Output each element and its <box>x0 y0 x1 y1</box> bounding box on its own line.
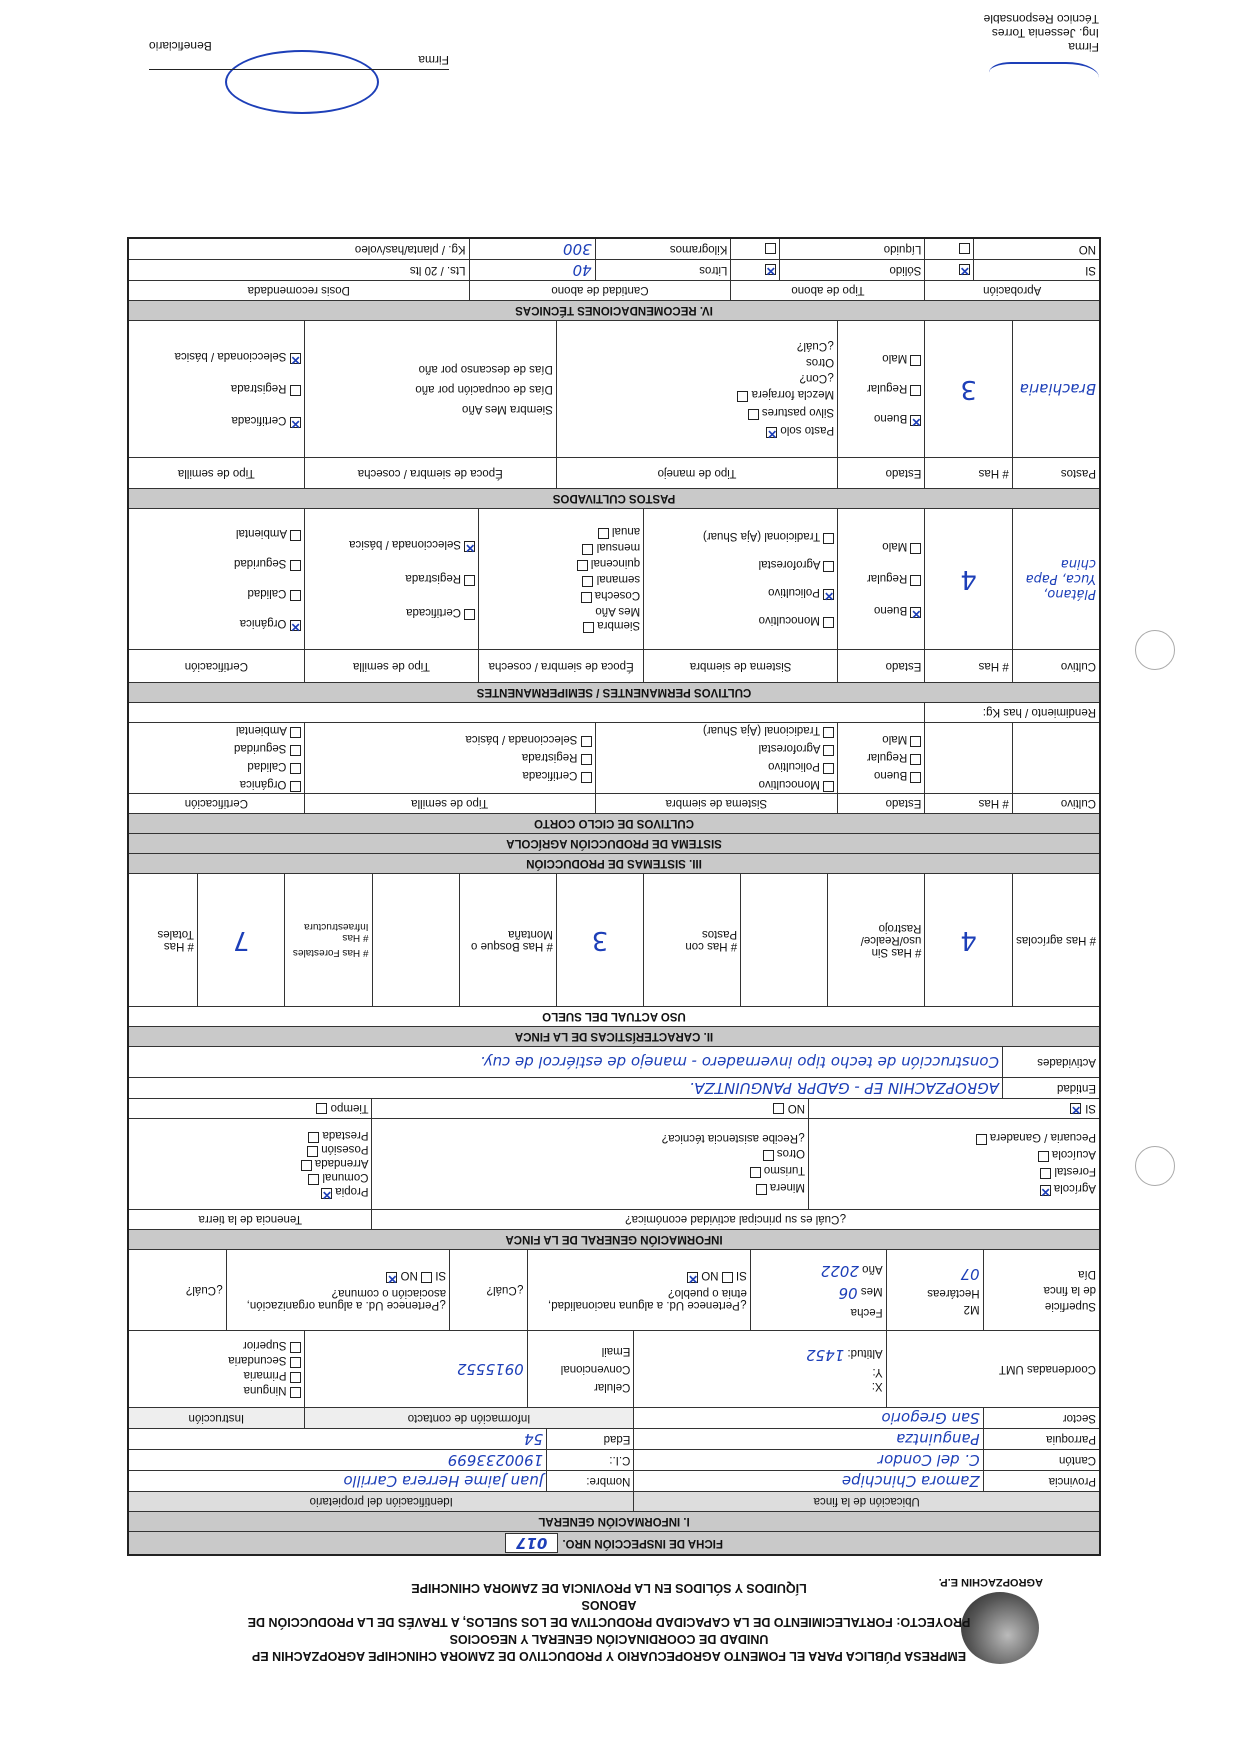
pasto-regular-checkbox[interactable] <box>910 385 921 396</box>
mezcla-checkbox[interactable] <box>737 391 748 402</box>
tecnico-signature: Firma Ing. Jessenia Torres Técnico Responsable <box>984 12 1099 114</box>
has-agricolas-value[interactable]: 4 <box>924 874 1011 1006</box>
dia-field[interactable]: 07 <box>960 1265 980 1283</box>
aprobacion-si-checkbox[interactable] <box>959 265 970 276</box>
document-header: EMPRESA PÚBLICA PARA EL FOMENTO AGROPECUARIO Y PRODUCTIVO DE ZAMORA CHINCHIPE AGROPZACHIN EP UNIDAD DE COORDINACIÓN GENERAL Y NEGOCIOS PROYECTO: FORTALECIMIENTO DE LA CAPACIDAD PRODUCTIVA DE LOS SUELOS, A TRAVÉS DE LA PRODUCCIÓN DE ABONOS LÍQUIDOS Y SÓLIDOS EN LA PROVINCIA DE ZAMORA CHINCHIPE <box>247 1581 971 1663</box>
kilogramos-field[interactable]: 300 <box>469 239 595 259</box>
ninguna-checkbox[interactable] <box>290 1388 301 1399</box>
altitud-field[interactable]: 1452 <box>806 1346 845 1364</box>
cc-registrada-checkbox[interactable] <box>581 754 592 765</box>
propia-checkbox[interactable] <box>321 1188 332 1199</box>
entidad-field[interactable]: AGROPZACHIN EP - GADPR PANGUINTZA. <box>689 1079 999 1097</box>
etnia-si-checkbox[interactable] <box>722 1272 733 1283</box>
perm-agroforestal-checkbox[interactable] <box>823 561 834 572</box>
logo-text: AGROPZACHIN E.P. <box>938 1576 1043 1588</box>
pasto-solo-checkbox[interactable] <box>766 427 777 438</box>
ficha-row: FICHA DE INSPECCIÓN NRO. 017 <box>129 1531 1099 1554</box>
perm-certificada-checkbox[interactable] <box>464 609 475 620</box>
perm-registrada-checkbox[interactable] <box>464 575 475 586</box>
anio-field[interactable]: 2022 <box>820 1262 859 1280</box>
silvo-checkbox[interactable] <box>748 409 759 420</box>
etnia-no-checkbox[interactable] <box>687 1272 698 1283</box>
cc-seguridad-checkbox[interactable] <box>290 745 301 756</box>
perm-bueno-checkbox[interactable] <box>910 607 921 618</box>
perm-ambiental-checkbox[interactable] <box>290 530 301 541</box>
celular-field[interactable]: 0915552 <box>456 1360 524 1378</box>
tecnico-signature-scribble <box>989 62 1099 114</box>
pasto-certificada-checkbox[interactable] <box>290 417 301 428</box>
org-si-checkbox[interactable] <box>421 1272 432 1283</box>
superior-checkbox[interactable] <box>290 1343 301 1354</box>
perm-policultivo-checkbox[interactable] <box>823 589 834 600</box>
aprobacion-no-checkbox[interactable] <box>959 244 970 255</box>
has-totales-value[interactable]: 7 <box>197 874 284 1006</box>
perm-tradicional-checkbox[interactable] <box>823 533 834 544</box>
perm-has-field[interactable]: 4 <box>924 509 1011 649</box>
asistencia-no-checkbox[interactable] <box>773 1103 784 1114</box>
perm-organica-checkbox[interactable] <box>290 620 301 631</box>
ci-field[interactable]: 1900233699 <box>447 1451 544 1469</box>
minera-checkbox[interactable] <box>756 1185 767 1196</box>
cc-seleccionada-checkbox[interactable] <box>581 736 592 747</box>
prestada-checkbox[interactable] <box>308 1132 319 1143</box>
inspection-form: FICHA DE INSPECCIÓN NRO. 017 I. INFORMACIÓN GENERAL Ubicación de la finca Identificación del propietario Provincia Zamora Chinchipe Nombre: Juan Jaime Herrera Carrillo Cantón C. del Condor C.I.: 1900233699 Parroquia Panguintza Edad 54 Sector San Gregorio Información de contacto Instrucción Coordenadas UMT X: Y: Altitud: 1452 Celular Convencional Email 0915552 Ninguna Primaria Secundaria Superior Superficie de la finca Día M2 Hectáreas 07 Fecha Mes 06 Año 2022 ¿Pertenece Ud. a alguna nacionalidad, etnia o pueblo? SI NO ✕ ¿Cuál? ¿Pertenece Ud. a alguna organización, asociación o comuna? SI NO ✕ ¿Cuál? INFORMACIÓN GENERAL DE LA FINCA ¿Cuál es su principal actividad económica? Tenencia de la tierra Agrícola ✕ Forestal Acuícola Pecuaria / Ganadera Minera Turismo Otros ¿Recibe asistencia técnica? Propia ✕ Comunal Arrendada Posesión Prestada SI ✕ NO Tiempo Entidad AGROPZACHIN EP - GADPR PANGUINTZA. Actividades Construcción de techo tipo invernadero - manejo de estiércol de cuy. II. CARACTERÍSTICAS DE LA FINCA USO ACTUAL DEL SUELO # Has agrícolas 4 # Has Sin uso/Realce/ Rastrojo # Has con Pastos 3 # Has Bosque o Montaña # Has Forestales # Has Infraestructura 7 # Has Totales III. SISTEMAS DE PRODUCCIÓN SISTEMA DE PRODUCCIÓN AGRÍCOLA CULTIVOS DE CICLO CORTO Cultivo # Has Estado Sistema de siembra Tipo de semilla Certificación Bueno Regular Malo Monocultivo Policultivo Agroforestal Tradicional (Aja Shuar) Certificada Registrada Seleccionada / básica Orgánica Calidad Seguridad Ambiental Rendimiento / has Kg: CULTIVOS PERMANENTES / SEMIPERMANENTES Cultivo # Has Estado Sistema de siembra Época de siembra / cosecha Tipo de semilla Certificación Plátano, Yuca, Papa china 4 ✕ Bueno Regular Malo Monocultivo ✕ Policultivo Agroforestal Tradicional (Aja Shuar) Siembra Mes Año Cosecha semanal quincenal mensual anual Certificada Registrada ✕ Seleccionada / básica ✕ Orgánica Calidad Seguridad Ambiental PASTOS CULTIVADOS Pastos # Has Estado Tipo de manejo Época de siembra / cosecha Tipo de semilla Brachiaria 3 ✕ Bueno Regular Malo Pasto solo ✕ Silvo pastures Mezcla forrajera ¿Con? Otros ¿Cuál? Siembra Mes Año Días de ocupación por año Días de descanso por año ✕ Certificada Registrada ✕ Seleccionada / básica IV. RECOMENDACIONES TÉCNICAS Aprobación Tipo de abono Cantidad de abono Dosis recomendada SI ✕ Sólido ✕ Litros 40 Lts. / 20 lts NO Líquido Kilogramos 300 Kg. / planta/has/voleo <box>127 237 1101 1556</box>
cc-monocultivo-checkbox[interactable] <box>823 781 834 792</box>
pasto-registrada-checkbox[interactable] <box>290 385 301 396</box>
cc-calidad-checkbox[interactable] <box>290 763 301 774</box>
pasto-bueno-checkbox[interactable] <box>910 415 921 426</box>
cc-regular-checkbox[interactable] <box>910 754 921 765</box>
parroquia-field[interactable]: Panguintza <box>633 1429 982 1449</box>
pasto-field[interactable]: Brachiaria <box>1012 321 1099 457</box>
section-title: I. INFORMACIÓN GENERAL <box>129 1512 1099 1531</box>
cc-certificada-checkbox[interactable] <box>581 772 592 783</box>
sector-field[interactable]: San Gregorio <box>633 1408 982 1428</box>
forestal-checkbox[interactable] <box>1040 1169 1051 1180</box>
turismo-checkbox[interactable] <box>750 1168 761 1179</box>
perm-quincenal-checkbox[interactable] <box>577 560 588 571</box>
punch-hole <box>1135 630 1175 670</box>
cc-malo-checkbox[interactable] <box>910 736 921 747</box>
perm-calidad-checkbox[interactable] <box>290 590 301 601</box>
agricola-checkbox[interactable] <box>1040 1186 1051 1197</box>
otros-checkbox[interactable] <box>763 1151 774 1162</box>
org-no-checkbox[interactable] <box>386 1272 397 1283</box>
arrendada-checkbox[interactable] <box>301 1160 312 1171</box>
nombre-field[interactable]: Juan Jaime Herrera Carrillo <box>343 1472 544 1490</box>
cc-policultivo-checkbox[interactable] <box>823 763 834 774</box>
pasto-has-field[interactable]: 3 <box>924 321 1011 457</box>
punch-hole <box>1135 1146 1175 1186</box>
liquido-checkbox[interactable] <box>765 244 776 255</box>
tiempo-checkbox[interactable] <box>316 1103 327 1114</box>
acuicola-checkbox[interactable] <box>1038 1152 1049 1163</box>
perm-monocultivo-checkbox[interactable] <box>823 617 834 628</box>
pecuaria-checkbox[interactable] <box>976 1135 987 1146</box>
cc-organica-checkbox[interactable] <box>290 781 301 792</box>
pasto-seleccionada-checkbox[interactable] <box>290 353 301 364</box>
provincia-field[interactable]: Zamora Chinchipe <box>633 1471 982 1491</box>
asistencia-si-checkbox[interactable] <box>1070 1103 1081 1114</box>
litros-field[interactable]: 40 <box>469 260 595 280</box>
cc-tradicional-checkbox[interactable] <box>823 727 834 738</box>
perm-cultivo-field[interactable]: Plátano, Yuca, Papa china <box>1012 509 1099 649</box>
primaria-checkbox[interactable] <box>290 1373 301 1384</box>
perm-anual-checkbox[interactable] <box>598 528 609 539</box>
posesion-checkbox[interactable] <box>307 1146 318 1157</box>
cc-bueno-checkbox[interactable] <box>910 772 921 783</box>
has-pastos-value[interactable]: 3 <box>556 874 643 1006</box>
beneficiario-signature: Firma Beneficiario <box>149 39 449 114</box>
comunal-checkbox[interactable] <box>308 1174 319 1185</box>
perm-mensual-checkbox[interactable] <box>582 544 593 555</box>
perm-seguridad-checkbox[interactable] <box>290 560 301 571</box>
mes-field[interactable]: 06 <box>838 1284 858 1302</box>
cc-agroforestal-checkbox[interactable] <box>823 745 834 756</box>
pasto-malo-checkbox[interactable] <box>910 355 921 366</box>
perm-cosecha-checkbox[interactable] <box>581 592 592 603</box>
secundaria-checkbox[interactable] <box>290 1358 301 1369</box>
canton-field[interactable]: C. del Condor <box>633 1450 982 1470</box>
perm-semanal-checkbox[interactable] <box>582 576 593 587</box>
perm-siembra-checkbox[interactable] <box>583 622 594 633</box>
perm-regular-checkbox[interactable] <box>910 575 921 586</box>
solido-checkbox[interactable] <box>765 265 776 276</box>
cc-ambiental-checkbox[interactable] <box>290 727 301 738</box>
perm-malo-checkbox[interactable] <box>910 543 921 554</box>
actividades-field[interactable]: Construcción de techo tipo invernadero - manejo de estiércol de cuy. <box>480 1053 999 1071</box>
ficha-number[interactable]: 017 <box>505 1533 558 1553</box>
perm-seleccionada-checkbox[interactable] <box>464 541 475 552</box>
edad-field[interactable]: 54 <box>524 1430 544 1448</box>
